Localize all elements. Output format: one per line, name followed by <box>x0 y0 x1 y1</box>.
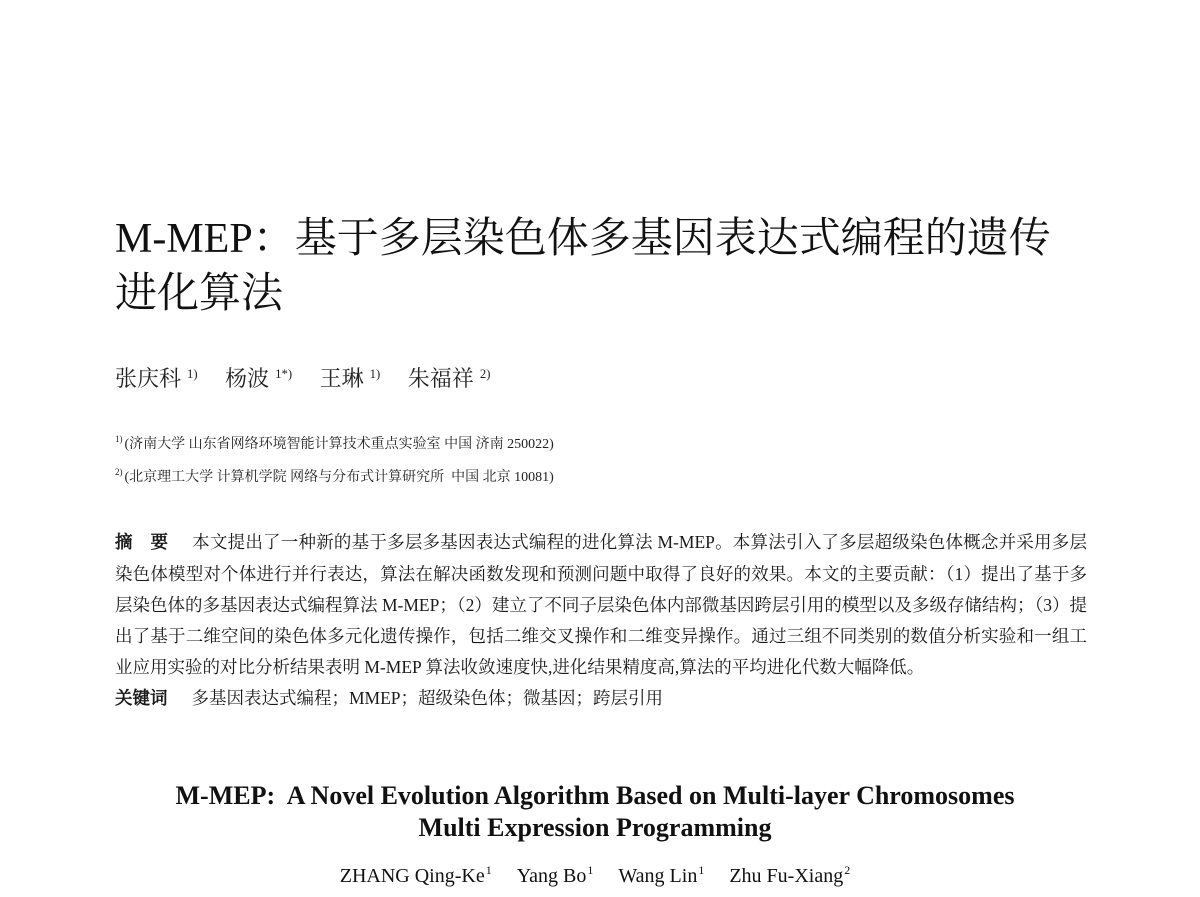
author-2 <box>225 362 292 396</box>
english-author-affiliation-mark: 1 <box>587 863 594 878</box>
keywords-paragraph <box>115 683 1087 715</box>
affiliation-mark: 1) <box>115 434 123 445</box>
english-author-affiliation-mark: 1 <box>698 863 705 878</box>
english-title-line-1: M-MEP: A Novel Evolution Algorithm Based on Multi-layer Chromosomes <box>175 781 1015 810</box>
title-line-2: 进化算法 <box>115 271 284 317</box>
author-3 <box>320 362 381 396</box>
author-affiliation-mark: 2) <box>479 366 491 381</box>
abstract-text: 本文提出了一种新的基于多层多基因表达式编程的进化算法 M-MEP。本算法引入了多层超级染色体概念并采用多层染色体模型对个体进行并行表达，算法在解决函数发现和预测问题中取得了良好的效果。本文的主要贡献：（1）提出了基于多层染色体的多基因表达式编程算法 M-MEP；（2）建立了不同子层染色体内部微基因跨层引用的模型以及多级存储结构；（3）提出了基于二维空间的染色体多元化遗传操作，包括二维交叉操作和二维变异操作。通过三组不同类别的数值分析实验和一组工业应用实验的对比分析结果表明 M-MEP 算法收敛速度快,进化结果精度高,算法的平均进化代数大幅降低。 <box>115 532 1088 677</box>
author-1 <box>115 362 198 396</box>
english-author-list <box>95 863 1095 889</box>
affiliation-text: (北京理工大学 计算机学院 网络与分布式计算研究所 中国 北京 10081) <box>124 470 554 485</box>
keywords-text: 多基因表达式编程；MMEP；超级染色体；微基因；跨层引用 <box>191 688 664 708</box>
author-list <box>115 362 1015 396</box>
english-author-affiliation-mark: 1 <box>485 863 492 878</box>
affiliation-1 <box>115 428 1085 461</box>
affiliation-list <box>115 428 1085 494</box>
author-name: 朱福祥 <box>407 366 474 391</box>
affiliation-2 <box>115 461 1085 494</box>
author-affiliation-mark: 1*) <box>275 366 293 381</box>
english-author-3 <box>618 863 704 889</box>
english-title <box>95 780 1095 844</box>
author-affiliation-mark: 1) <box>187 366 198 381</box>
english-author-name: Zhu Fu-Xiang <box>729 865 844 887</box>
author-affiliation-mark: 1) <box>369 366 381 381</box>
title-line-1: M-MEP：基于多层染色体多基因表达式编程的遗传 <box>115 216 1051 262</box>
english-author-affiliation-mark: 2 <box>844 863 851 878</box>
author-name: 张庆科 <box>115 366 182 391</box>
english-author-2 <box>517 863 594 889</box>
english-author-4 <box>729 863 850 889</box>
english-author-name: Yang Bo <box>516 865 587 887</box>
abstract-section <box>115 527 1087 715</box>
keywords-label: 关键词 <box>115 689 168 709</box>
english-title-line-2: Multi Expression Programming <box>418 813 772 842</box>
paper-title <box>115 212 1100 322</box>
affiliation-mark: 2) <box>115 467 123 478</box>
english-author-name: Wang Lin <box>618 865 698 887</box>
author-4 <box>408 362 491 396</box>
abstract-label: 摘 要 <box>115 533 169 553</box>
author-name: 杨波 <box>225 366 270 391</box>
english-author-1 <box>340 863 492 889</box>
english-author-name: ZHANG Qing-Ke <box>339 865 485 887</box>
abstract-paragraph <box>115 527 1087 683</box>
author-name: 王琳 <box>319 366 364 391</box>
affiliation-text: (济南大学 山东省网络环境智能计算技术重点实验室 中国 济南 250022) <box>124 437 554 452</box>
